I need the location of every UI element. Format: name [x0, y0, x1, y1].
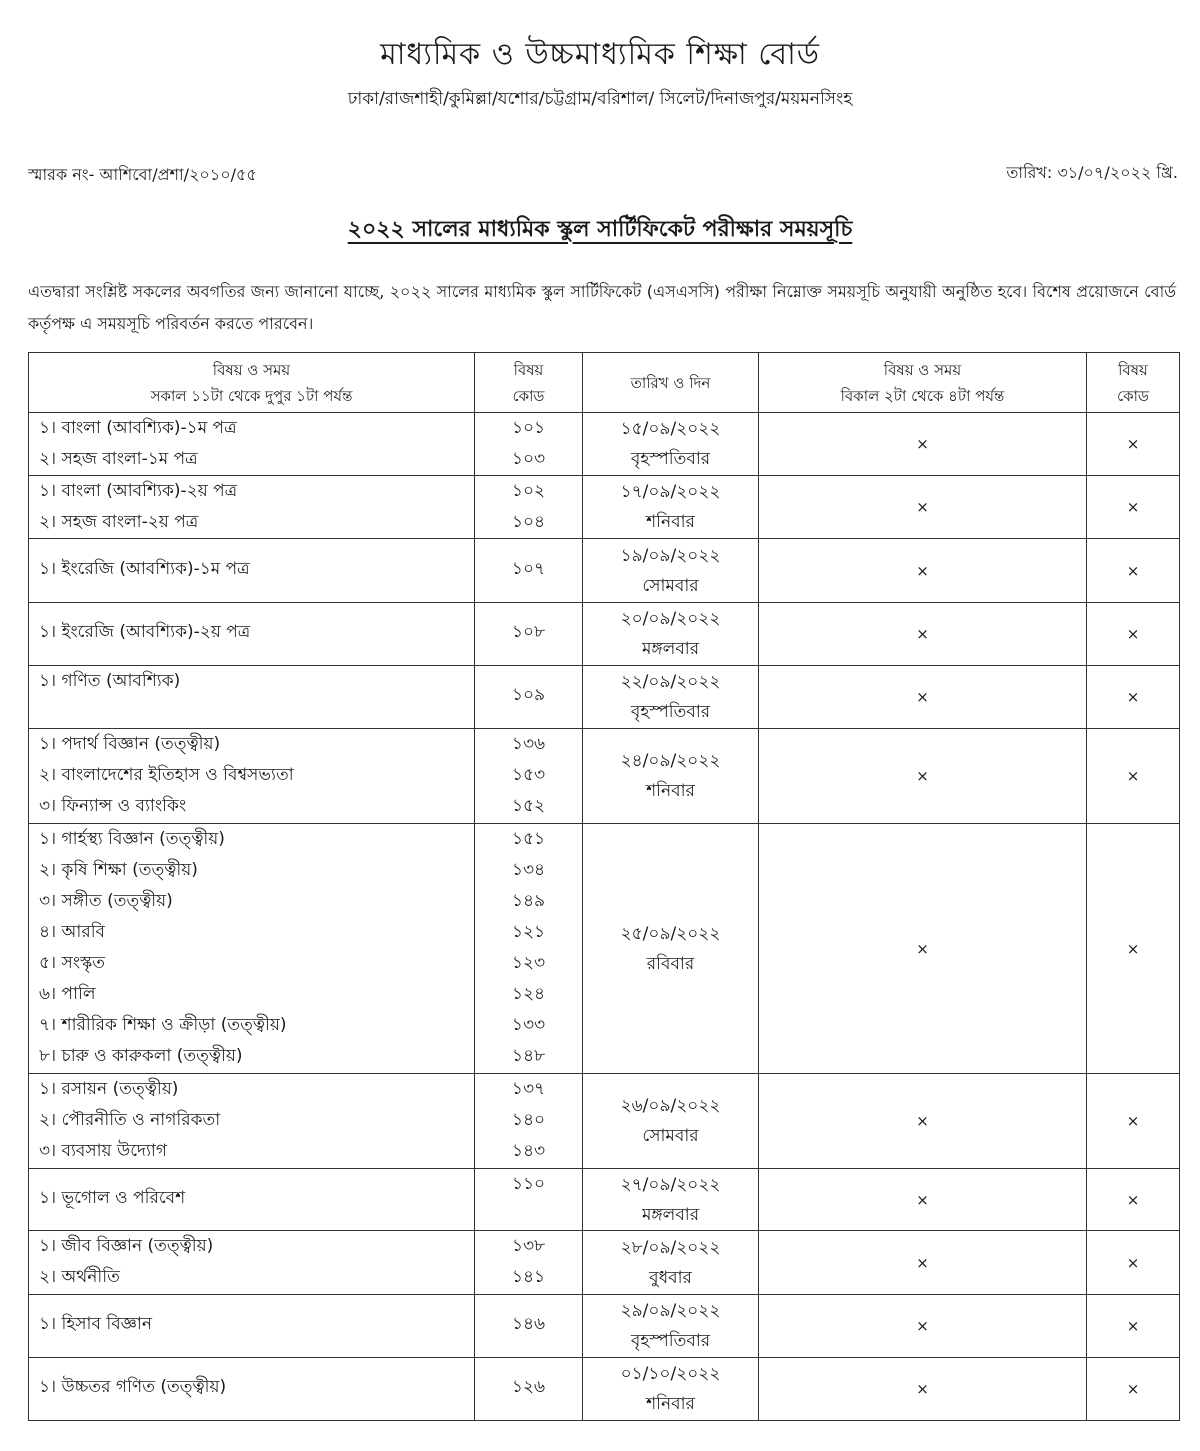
morning-subjects-cell: [29, 1231, 475, 1295]
subject-name: ১। গার্হস্থ্য বিজ্ঞান (তত্ত্বীয়): [39, 829, 225, 849]
afternoon-code-cell: ×: [1087, 1231, 1180, 1295]
schedule-heading: [0, 212, 1200, 249]
subject-codes-cell: [475, 1074, 583, 1169]
header-code-line1: বিষয়: [513, 360, 544, 379]
subject-code: ১৩৭: [511, 1079, 546, 1099]
subject-name: ৩। সঙ্গীত (তত্ত্বীয়): [39, 891, 173, 911]
morning-subjects-cell: [29, 729, 475, 824]
exam-day: বৃহস্পতিবার: [630, 702, 711, 722]
subject-name: ২। অর্থনীতি: [39, 1267, 120, 1287]
subject-name: ১। ইংরেজি (আবশ্যিক)-১ম পত্র: [39, 559, 250, 579]
subject-code: ১৪৮: [511, 1046, 546, 1066]
afternoon-subject-cell: ×: [759, 476, 1087, 539]
exam-date: ২৬/০৯/২০২২: [620, 1096, 721, 1116]
morning-subjects-cell: [29, 1169, 475, 1231]
subject-codes-cell: [475, 824, 583, 1074]
afternoon-code-cell: ×: [1087, 824, 1180, 1074]
subject-code: ১০৯: [511, 685, 546, 705]
notice-paragraph: এতদ্বারা সংশ্লিষ্ট সকলের অবগতির জন্য জানানো যাচ্ছে, ২০২২ সালের মাধ্যমিক স্কুল সার্টিফিকেট (এসএসসি) পরীক্ষা নিম্নোক্ত সময়সূচি অনুযায়ী অনুষ্ঠিত হবে। বিশেষ প্রয়োজনে বোর্ড কর্তৃপক্ষ এ সময়সূচি পরিবর্তন করতে পারবেন।: [28, 282, 1176, 333]
subject-code: ১২৩: [511, 953, 546, 973]
header-morning-subject: [29, 353, 475, 413]
header-morning-time-label: সকাল ১১টা থেকে দুপুর ১টা পর্যন্ত: [150, 386, 353, 405]
exam-day: শনিবার: [646, 781, 695, 801]
table-row: [29, 666, 1180, 729]
exam-date: ১৫/০৯/২০২২: [620, 419, 721, 439]
board-name: মাধ্যমিক ও উচ্চমাধ্যমিক শিক্ষা বোর্ড: [380, 37, 820, 72]
subject-code: ১০৩: [511, 449, 546, 469]
subject-code: ১০১: [511, 418, 546, 438]
subject-code: ১০২: [511, 481, 546, 501]
table-row: [29, 1169, 1180, 1231]
subject-code: ১২১: [511, 922, 546, 942]
afternoon-code-cell: ×: [1087, 1169, 1180, 1231]
header-morning-subject-label: বিষয় ও সময়: [212, 360, 291, 379]
date-day-cell: [583, 1169, 759, 1231]
afternoon-subject-cell: ×: [759, 539, 1087, 603]
exam-day: রবিবার: [646, 953, 695, 974]
subject-name: ১। বাংলা (আবশ্যিক)-২য় পত্র: [39, 481, 238, 501]
date-day-cell: [583, 666, 759, 729]
subject-code: ১২৬: [511, 1377, 546, 1397]
exam-day: বৃহস্পতিবার: [630, 1331, 711, 1351]
date-day-cell: [583, 1295, 759, 1358]
subject-name: ১। উচ্চতর গণিত (তত্ত্বীয়): [39, 1377, 227, 1397]
header-afternoon-time-label: বিকাল ২টা থেকে ৪টা পর্যন্ত: [840, 386, 1005, 405]
exam-day: সোমবার: [642, 1126, 699, 1146]
morning-subjects-cell: [29, 539, 475, 603]
afternoon-subject-cell: ×: [759, 1295, 1087, 1358]
subject-codes-cell: [475, 476, 583, 539]
table-row: [29, 824, 1180, 1074]
table-row: [29, 1295, 1180, 1358]
afternoon-subject-cell: ×: [759, 413, 1087, 476]
afternoon-code-cell: ×: [1087, 603, 1180, 666]
subject-code: ১৩৩: [511, 1015, 546, 1035]
exam-day: বুধবার: [649, 1267, 692, 1288]
subject-code: ১৫২: [511, 796, 546, 816]
exam-date: ২২/০৯/২০২২: [620, 672, 721, 692]
subject-code: ১৪৯: [511, 891, 546, 911]
afternoon-code-cell: ×: [1087, 1074, 1180, 1169]
subject-name: ৫। সংস্কৃত: [39, 953, 106, 973]
subject-name: ২। কৃষি শিক্ষা (তত্ত্বীয়): [39, 860, 198, 880]
subject-codes-cell: [475, 413, 583, 476]
subject-codes-cell: [475, 1169, 583, 1231]
subject-code: ১০৭: [511, 559, 546, 579]
exam-day: শনিবার: [646, 512, 695, 532]
table-row: [29, 539, 1180, 603]
date-day-cell: [583, 603, 759, 666]
subject-code: ১৫১: [511, 829, 546, 849]
afternoon-code-cell: ×: [1087, 1295, 1180, 1358]
table-row: [29, 476, 1180, 539]
subject-code: ১০৮: [511, 622, 546, 642]
afternoon-subject-cell: ×: [759, 1074, 1087, 1169]
afternoon-subject-cell: ×: [759, 603, 1087, 666]
subject-codes-cell: [475, 1295, 583, 1358]
header-code-line2: কোড: [512, 386, 545, 405]
subject-name: ২। পৌরনীতি ও নাগরিকতা: [39, 1110, 221, 1130]
schedule-heading-text: ২০২২ সালের মাধ্যমিক স্কুল সার্টিফিকেট পরীক্ষার সময়সূচি: [347, 217, 853, 242]
exam-date: ২৫/০৯/২০২২: [620, 923, 721, 944]
afternoon-code-cell: ×: [1087, 666, 1180, 729]
subject-code: ১৪০: [511, 1110, 546, 1130]
morning-subjects-cell: [29, 476, 475, 539]
board-list: ঢাকা/রাজশাহী/কুমিল্লা/যশোর/চট্টগ্রাম/বরিশাল/ সিলেট/দিনাজপুর/ময়মনসিংহ: [347, 89, 853, 109]
afternoon-subject-cell: ×: [759, 1231, 1087, 1295]
subject-code: ১০৪: [511, 512, 546, 532]
subject-name: ১। বাংলা (আবশ্যিক)-১ম পত্র: [39, 418, 237, 438]
table-header-row: [29, 353, 1180, 413]
subject-codes-cell: [475, 603, 583, 666]
subject-name: ৪। আরবি: [39, 922, 106, 942]
afternoon-subject-cell: ×: [759, 666, 1087, 729]
subject-name: ১। হিসাব বিজ্ঞান: [39, 1314, 153, 1334]
afternoon-subject-cell: ×: [759, 729, 1087, 824]
header-afternoon-subject: [759, 353, 1087, 413]
exam-date: ২৭/০৯/২০২২: [620, 1174, 721, 1195]
date-day-cell: [583, 539, 759, 603]
morning-subjects-cell: [29, 1074, 475, 1169]
exam-day: শনিবার: [646, 1394, 695, 1414]
date-day-cell: [583, 1074, 759, 1169]
afternoon-code-cell: ×: [1087, 1358, 1180, 1421]
subject-name: ২। সহজ বাংলা-২য় পত্র: [39, 512, 199, 532]
subject-name: ৩। ফিন্যান্স ও ব্যাংকিং: [39, 796, 187, 816]
subject-codes-cell: [475, 666, 583, 729]
date-day-cell: [583, 824, 759, 1074]
subject-code: ১১০: [511, 1174, 546, 1194]
subject-code: ১৪৩: [511, 1141, 546, 1161]
table-row: [29, 729, 1180, 824]
afternoon-subject-cell: ×: [759, 824, 1087, 1074]
date-day-cell: [583, 476, 759, 539]
exam-day: মঙ্গলবার: [641, 1204, 700, 1225]
morning-subjects-cell: [29, 1295, 475, 1358]
subject-code: ১৫৩: [511, 765, 546, 785]
morning-subjects-cell: [29, 413, 475, 476]
subject-code: ১৪৬: [511, 1314, 546, 1334]
date-day-cell: [583, 1231, 759, 1295]
subject-codes-cell: [475, 539, 583, 603]
afternoon-code-cell: ×: [1087, 539, 1180, 603]
table-row: [29, 1358, 1180, 1421]
table-row: [29, 413, 1180, 476]
subject-code: ১৩৬: [511, 734, 546, 754]
afternoon-code-cell: ×: [1087, 729, 1180, 824]
subject-name: ১। গণিত (আবশ্যিক): [39, 671, 181, 691]
subject-name: ২। বাংলাদেশের ইতিহাস ও বিশ্বসভ্যতা: [39, 765, 294, 785]
afternoon-subject-cell: ×: [759, 1169, 1087, 1231]
exam-date: ২৮/০৯/২০২২: [620, 1237, 721, 1258]
date-day-cell: [583, 413, 759, 476]
header-afternoon-code: [1087, 353, 1180, 413]
header-date-day-label: তারিখ ও দিন: [630, 373, 711, 392]
table-row: [29, 603, 1180, 666]
exam-day: বৃহস্পতিবার: [630, 449, 711, 469]
memo-number: স্মারক নং- আশিবো/প্রশা/২০১০/৫৫: [28, 165, 257, 184]
header-date-day: [583, 353, 759, 413]
morning-subjects-cell: [29, 666, 475, 729]
subject-name: ৭। শারীরিক শিক্ষা ও ক্রীড়া (তত্ত্বীয়): [39, 1015, 287, 1035]
exam-date: ২০/০৯/২০২২: [620, 609, 721, 629]
header-afternoon-subject-label: বিষয় ও সময়: [883, 360, 962, 379]
issue-date: তারিখ: ৩১/০৭/২০২২ খ্রি.: [1006, 163, 1178, 182]
subject-code: ১৪১: [511, 1267, 546, 1287]
table-row: [29, 1074, 1180, 1169]
exam-day: মঙ্গলবার: [641, 639, 700, 659]
afternoon-subject-cell: ×: [759, 1358, 1087, 1421]
subject-code: ১৩৮: [511, 1236, 546, 1256]
subject-name: ১। ভূগোল ও পরিবেশ: [39, 1188, 186, 1208]
subject-name: ৮। চারু ও কারুকলা (তত্ত্বীয়): [39, 1046, 243, 1066]
subject-code: ১৩৪: [511, 860, 546, 880]
subject-name: ২। সহজ বাংলা-১ম পত্র: [39, 449, 198, 469]
date-day-cell: [583, 1358, 759, 1421]
header-code2-line1: বিষয়: [1118, 360, 1148, 379]
subject-codes-cell: [475, 1358, 583, 1421]
subject-name: ১। ইংরেজি (আবশ্যিক)-২য় পত্র: [39, 622, 251, 642]
table-row: [29, 1231, 1180, 1295]
exam-day: সোমবার: [642, 575, 699, 596]
subject-codes-cell: [475, 729, 583, 824]
exam-date: ২৯/০৯/২০২২: [620, 1301, 721, 1321]
subject-code: ১২৪: [511, 984, 546, 1004]
exam-date: ০১/১০/২০২২: [620, 1364, 721, 1384]
subject-name: ১। রসায়ন (তত্ত্বীয়): [39, 1079, 179, 1099]
exam-date: ১৯/০৯/২০২২: [620, 545, 721, 566]
afternoon-code-cell: ×: [1087, 476, 1180, 539]
morning-subjects-cell: [29, 603, 475, 666]
subject-name: ১। পদার্থ বিজ্ঞান (তত্ত্বীয়): [39, 734, 221, 754]
exam-schedule-table: [28, 352, 1180, 1421]
exam-date: ১৭/০৯/২০২২: [620, 482, 721, 502]
header-subject-code: [475, 353, 583, 413]
exam-date: ২৪/০৯/২০২২: [620, 751, 721, 771]
morning-subjects-cell: [29, 1358, 475, 1421]
morning-subjects-cell: [29, 824, 475, 1074]
subject-codes-cell: [475, 1231, 583, 1295]
subject-name: ৩। ব্যবসায় উদ্যোগ: [39, 1141, 167, 1161]
date-day-cell: [583, 729, 759, 824]
subject-name: ৬। পালি: [39, 984, 96, 1004]
afternoon-code-cell: ×: [1087, 413, 1180, 476]
subject-name: ১। জীব বিজ্ঞান (তত্ত্বীয়): [39, 1236, 214, 1256]
header-code2-line2: কোড: [1117, 386, 1149, 405]
